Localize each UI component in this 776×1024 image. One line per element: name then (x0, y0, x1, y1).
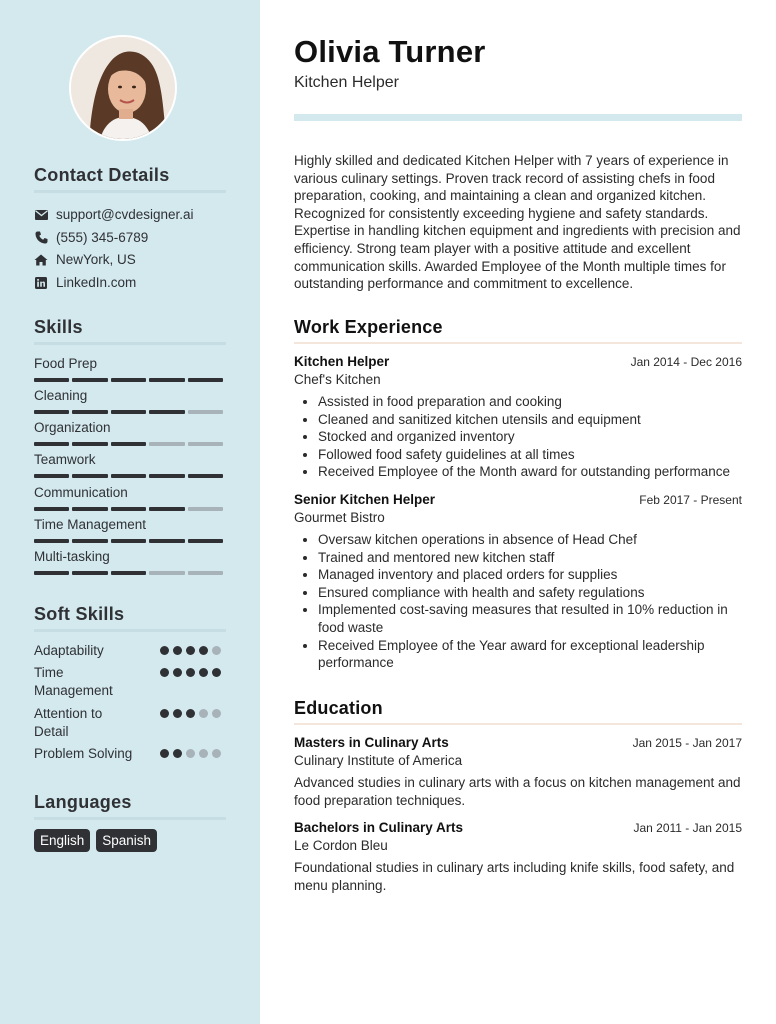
skill-level-bar (34, 507, 226, 511)
skill-level-segment (72, 410, 107, 414)
job-bullet: • Received Employee of the Year award for exceptional leadership performance (318, 637, 742, 672)
skill-level-segment (111, 571, 146, 575)
skill-level-segment (34, 410, 69, 414)
rating-dot (173, 709, 182, 718)
skill-item (34, 419, 226, 446)
job-bullet: • Ensured compliance with health and safety regulations (318, 584, 742, 602)
contact-email-text: support@cvdesigner.ai (56, 207, 194, 222)
job-bullet: • Assisted in food preparation and cooking (318, 393, 742, 411)
job-company: Gourmet Bistro (294, 510, 385, 525)
skill-level-bar (34, 474, 226, 478)
soft-skill-rating (160, 709, 221, 718)
skill-level-segment (34, 507, 69, 511)
skill-level-segment (111, 507, 146, 511)
skill-item (34, 516, 226, 543)
sidebar (0, 0, 260, 1024)
job-bullet: • Oversaw kitchen operations in absence of Head Chef (318, 531, 742, 549)
rating-dot (212, 709, 221, 718)
contact-linkedin-text: LinkedIn.com (56, 275, 137, 290)
skill-level-segment (72, 474, 107, 478)
skill-level-segment (188, 378, 223, 382)
skill-label: Food Prep (34, 356, 98, 371)
skill-level-segment (188, 474, 223, 478)
education-title: Education (294, 698, 383, 718)
soft-skill-item (34, 664, 226, 700)
rating-dot (160, 709, 169, 718)
rating-dot (173, 749, 182, 758)
soft-skills-section-title: Soft Skills (34, 604, 125, 624)
rating-dot (160, 749, 169, 758)
rating-dot (160, 646, 169, 655)
education-dates: Jan 2015 - Jan 2017 (632, 736, 742, 750)
language-tag: English (34, 829, 90, 852)
profile-photo (69, 35, 177, 141)
job-bullet: • Received Employee of the Month award for outstanding performance (318, 463, 742, 481)
job-bullet: • Followed food safety guidelines at all times (318, 446, 742, 464)
rating-dot (173, 668, 182, 677)
skill-level-segment (72, 378, 107, 382)
skill-level-bar (34, 442, 226, 446)
envelope-icon (34, 208, 48, 222)
rating-dot (186, 668, 195, 677)
contact-phone[interactable] (34, 230, 148, 245)
skill-level-segment (149, 507, 184, 511)
rating-dot (199, 709, 208, 718)
school-name: Culinary Institute of America (294, 753, 463, 768)
skill-level-segment (111, 410, 146, 414)
job-bullets (294, 393, 742, 481)
skill-level-segment (34, 474, 69, 478)
rating-dot (199, 668, 208, 677)
soft-skill-label: Time Management (34, 665, 113, 698)
job-bullet: • Stocked and organized inventory (318, 428, 742, 446)
skill-level-segment (34, 571, 69, 575)
degree-title: Masters in Culinary Arts (294, 735, 449, 750)
job-dates: Jan 2014 - Dec 2016 (630, 355, 742, 369)
contact-section-title: Contact Details (34, 165, 170, 185)
skill-label: Communication (34, 485, 128, 500)
rating-dot (186, 749, 195, 758)
job-bullet: • Implemented cost-saving measures that resulted in 10% reduction in food waste (318, 601, 742, 636)
skill-level-segment (111, 539, 146, 543)
soft-skill-rating (160, 749, 221, 758)
skill-label: Time Management (34, 517, 147, 532)
job-dates: Feb 2017 - Present (639, 493, 742, 507)
candidate-title: Kitchen Helper (294, 74, 399, 91)
skill-level-segment (149, 410, 184, 414)
skill-item (34, 451, 226, 478)
job-title: Kitchen Helper (294, 354, 390, 369)
skill-level-segment (188, 410, 223, 414)
work-experience-title: Work Experience (294, 317, 443, 337)
skill-level-bar (34, 378, 226, 382)
skill-label: Cleaning (34, 388, 88, 403)
skill-label: Teamwork (34, 452, 96, 467)
languages-section-rule (34, 817, 226, 820)
soft-skill-label: Adaptability (34, 643, 104, 658)
soft-skills-section-rule (34, 629, 226, 632)
skill-level-segment (111, 474, 146, 478)
contact-section-rule (34, 190, 226, 193)
skill-item (34, 355, 226, 382)
skills-section-title: Skills (34, 317, 83, 337)
skill-level-segment (149, 442, 184, 446)
soft-skill-rating (160, 668, 221, 677)
skill-level-bar (34, 539, 226, 543)
language-tag: Spanish (96, 829, 157, 852)
languages-list (34, 829, 157, 852)
skill-level-segment (149, 539, 184, 543)
skill-level-segment (34, 442, 69, 446)
skill-label: Organization (34, 420, 111, 435)
rating-dot (199, 749, 208, 758)
skill-level-segment (34, 378, 69, 382)
soft-skill-item (34, 642, 226, 660)
education-dates: Jan 2011 - Jan 2015 (633, 821, 742, 835)
job-bullet: • Trained and mentored new kitchen staff (318, 549, 742, 567)
work-experience-rule (294, 342, 742, 344)
education-entry (294, 735, 742, 809)
contact-location (34, 252, 136, 267)
rating-dot (186, 646, 195, 655)
education-entry (294, 820, 742, 894)
skill-level-segment (149, 571, 184, 575)
home-icon (34, 253, 48, 267)
skill-level-segment (72, 571, 107, 575)
skill-level-segment (188, 507, 223, 511)
job-company: Chef's Kitchen (294, 372, 381, 387)
education-description: Advanced studies in culinary arts with a focus on kitchen management and food preparation techniques. (294, 775, 741, 808)
job-entry (294, 492, 742, 672)
skill-level-segment (72, 507, 107, 511)
skill-label: Multi-tasking (34, 549, 110, 564)
soft-skill-item (34, 705, 226, 741)
header-rule (294, 114, 742, 121)
soft-skill-item (34, 745, 226, 763)
languages-section-title: Languages (34, 792, 132, 812)
education-description: Foundational studies in culinary arts including knife skills, food safety, and menu planning. (294, 860, 735, 893)
linkedin-icon (34, 276, 48, 290)
school-name: Le Cordon Bleu (294, 838, 388, 853)
skill-level-bar (34, 571, 226, 575)
job-entry (294, 354, 742, 481)
skill-item (34, 548, 226, 575)
rating-dot (173, 646, 182, 655)
skill-level-segment (188, 442, 223, 446)
skill-level-segment (111, 378, 146, 382)
rating-dot (199, 646, 208, 655)
job-bullets (294, 531, 742, 672)
skill-level-bar (34, 410, 226, 414)
profile-summary: Highly skilled and dedicated Kitchen Helper with 7 years of experience in various culinary settings. Proven track record of assisting chefs in food preparation, cooking, and maintaining a clean and organized kitchen. Recognized for consistently exceeding hygiene and safety standards. Expertise in handling kitchen equipment and ingredients with precision and efficiency. Strong team player with a positive attitude and excellent communication skills. Awarded Employee of the Month multiple times for outstanding performance and commitment to excellence. (294, 153, 741, 292)
skill-level-segment (149, 474, 184, 478)
soft-skill-label: Attention to Detail (34, 706, 103, 739)
rating-dot (212, 668, 221, 677)
rating-dot (212, 646, 221, 655)
skill-level-segment (72, 442, 107, 446)
contact-location-text: NewYork, US (56, 252, 136, 267)
contact-linkedin[interactable] (34, 275, 136, 290)
rating-dot (186, 709, 195, 718)
contact-email[interactable] (34, 207, 194, 222)
job-bullet: • Cleaned and sanitized kitchen utensils and equipment (318, 411, 742, 429)
phone-icon (34, 231, 48, 245)
skill-level-segment (34, 539, 69, 543)
rating-dot (160, 668, 169, 677)
skills-section-rule (34, 342, 226, 345)
skill-item (34, 484, 226, 511)
job-bullet: • Managed inventory and placed orders for supplies (318, 566, 742, 584)
skill-level-segment (188, 571, 223, 575)
skill-level-segment (111, 442, 146, 446)
candidate-name: Olivia Turner (294, 34, 486, 69)
skill-item (34, 387, 226, 414)
soft-skill-label: Problem Solving (34, 746, 133, 761)
contact-phone-text: (555) 345-6789 (56, 230, 149, 245)
rating-dot (212, 749, 221, 758)
skill-level-segment (149, 378, 184, 382)
soft-skill-rating (160, 646, 221, 655)
skill-level-segment (188, 539, 223, 543)
job-title: Senior Kitchen Helper (294, 492, 436, 507)
degree-title: Bachelors in Culinary Arts (294, 820, 464, 835)
education-rule (294, 723, 742, 725)
skill-level-segment (72, 539, 107, 543)
